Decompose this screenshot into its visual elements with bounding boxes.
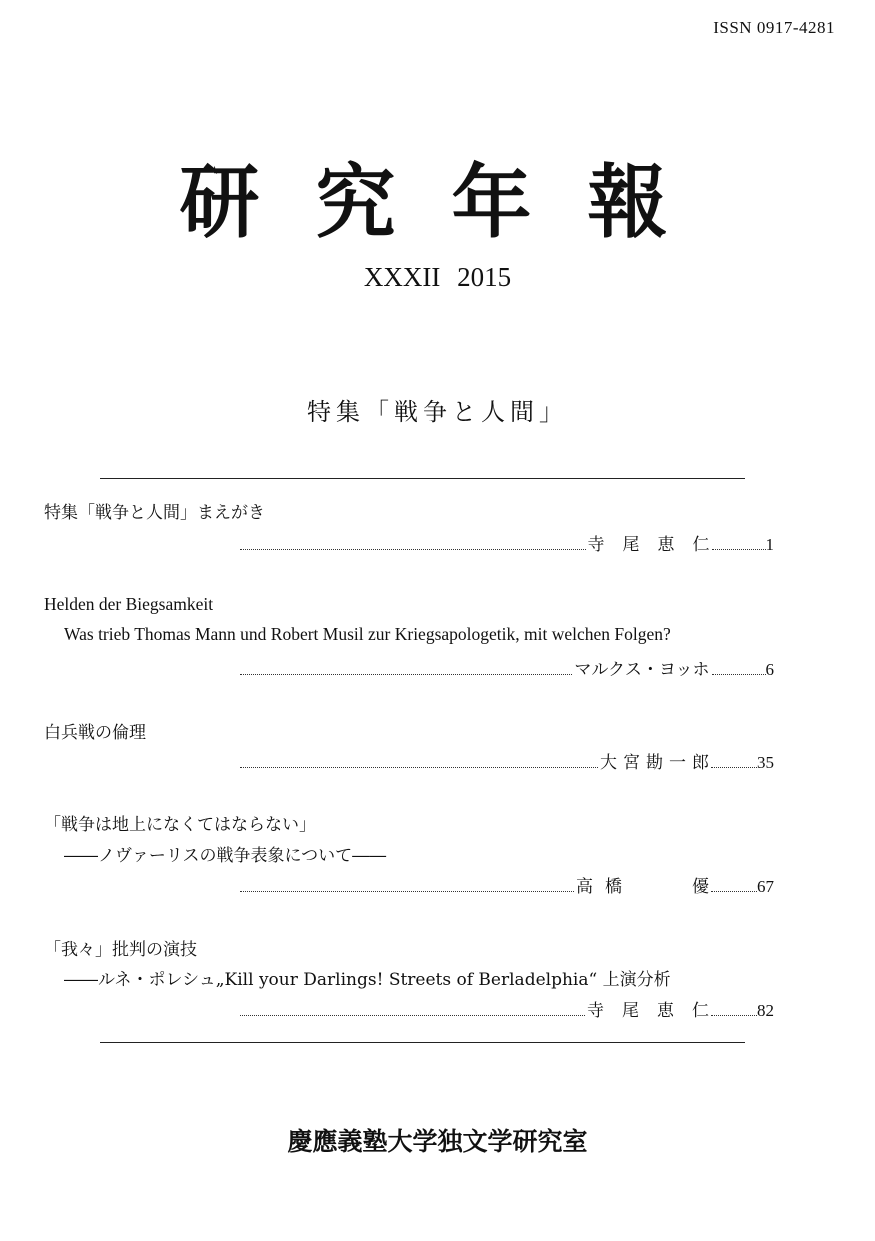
toc-entry-5-page: 82 — [757, 1001, 774, 1020]
toc-entry-1-author-row — [240, 530, 774, 555]
toc-entry-4-author-row — [240, 872, 774, 897]
leader-dots — [240, 766, 598, 768]
publisher-name: 慶應義塾大学独文学研究室 — [287, 1127, 588, 1156]
toc-entry-1-author: 寺尾恵仁 — [587, 535, 728, 555]
toc-entry-2-author-row — [240, 655, 774, 680]
leader-dots — [240, 1014, 585, 1016]
bottom-divider — [100, 1042, 745, 1043]
toc-entry-2-title: Helden der Biegsamkeit — [44, 594, 214, 614]
toc-entry-5-title: 「我々」批判の演技 — [44, 940, 197, 960]
toc-entry-2-subtitle: Was trieb Thomas Mann und Robert Musil zur Kriegsapologetik, mit welchen Folgen? — [64, 624, 671, 644]
leader-dots — [712, 673, 766, 675]
leader-dots — [711, 766, 757, 768]
top-divider — [100, 478, 745, 479]
volume-year: XXXII 2015 — [363, 262, 512, 292]
leader-dots — [240, 548, 586, 550]
toc-entry-4-author: 高橋 優 — [576, 877, 721, 897]
toc-entry-4-title: 「戦争は地上になくてはならない」 — [44, 815, 316, 835]
leader-dots — [240, 890, 574, 892]
toc-entry-5-author-row — [240, 996, 774, 1021]
toc-entry-3-author-row — [240, 748, 774, 773]
toc-entry-3-page: 35 — [757, 753, 774, 772]
toc-entry-4-subtitle: ――ノヴァーリスの戦争表象について―― — [64, 846, 387, 866]
toc-entry-2-author: マルクス・ヨッホ — [574, 660, 710, 680]
leader-dots — [240, 673, 572, 675]
special-feature-heading: 特集「戦争と人間」 — [307, 398, 568, 426]
issn-number: ISSN 0917-4281 — [713, 18, 835, 37]
toc-entry-1-title: 特集「戦争と人間」まえがき — [44, 503, 265, 523]
leader-dots — [711, 890, 757, 892]
leader-dots — [712, 548, 766, 550]
toc-entry-1-page: 1 — [765, 535, 774, 554]
leader-dots — [711, 1014, 757, 1016]
toc-entry-5-author: 寺尾恵仁 — [587, 1001, 727, 1021]
toc-entry-3-title: 白兵戦の倫理 — [44, 723, 146, 743]
toc-entry-2-page: 6 — [765, 660, 774, 679]
journal-title: 研究年報 — [179, 155, 724, 249]
toc-entry-3-author: 大宮勘一郎 — [600, 753, 715, 773]
toc-entry-4-page: 67 — [757, 877, 774, 896]
toc-entry-5-subtitle: ――ルネ・ポレシュ„Kill your Darlings! Streets of Berladelphia“ 上演分析 — [64, 970, 671, 990]
